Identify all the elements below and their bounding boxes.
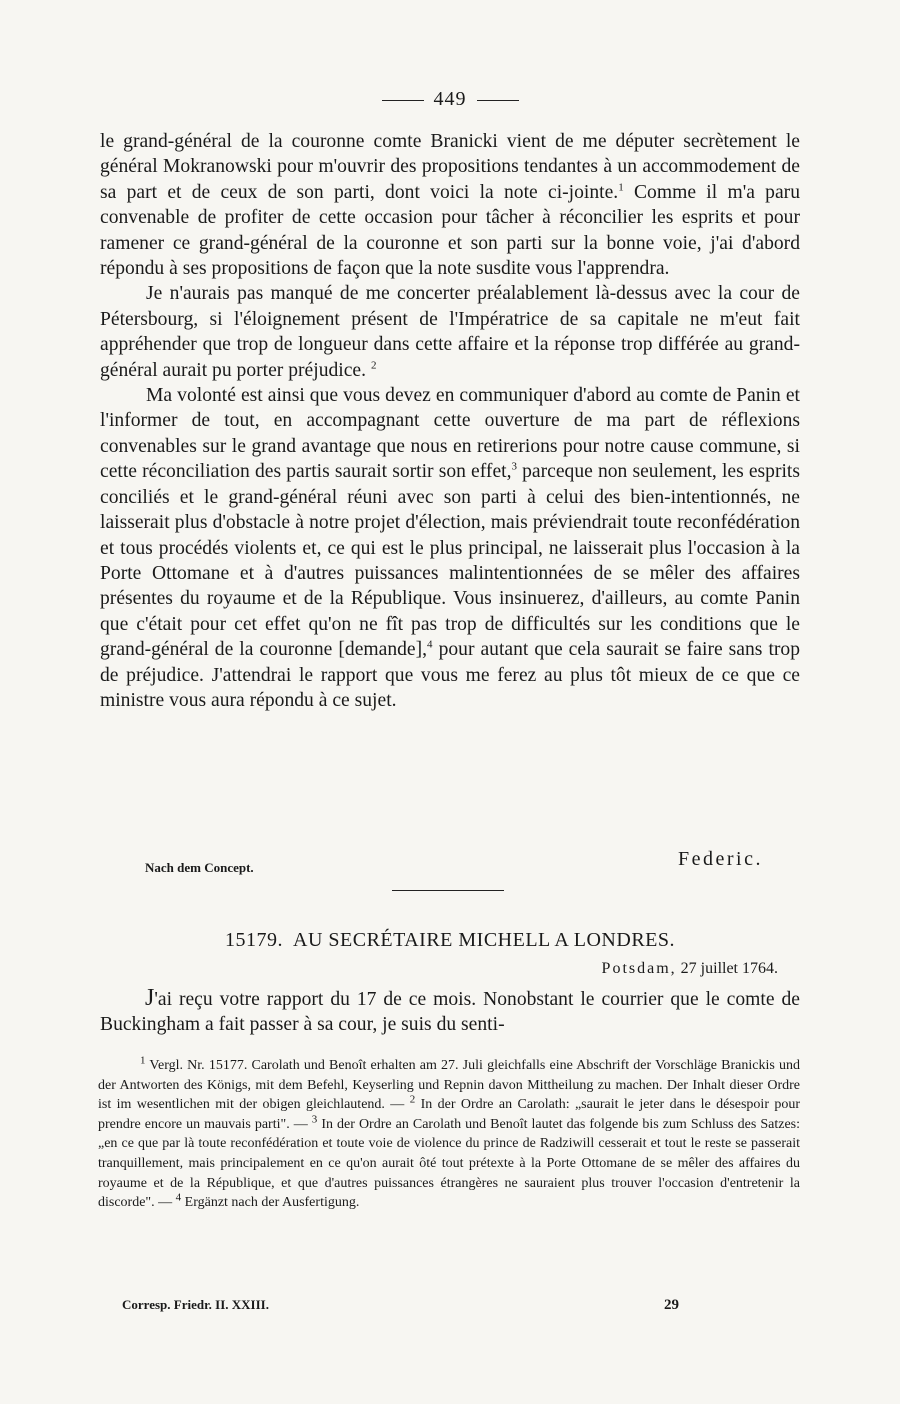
footnote-mark-4: 4	[175, 1191, 182, 1204]
running-header	[0, 88, 900, 111]
paragraph-2: Je n'aurais pas manqué de me concerter préalablement là-dessus avec la cour de Pétersbourg, si l'éloignement présent de l'Impératrice de sa capitale ne m'eut fait appréhender que trop de longueur dans cette affaire et la réponse trop différée au grand-général aurait pu porter préjudice. $^2$	[100, 283, 800, 381]
dateline	[602, 960, 778, 978]
dateline-place: Potsdam,	[601, 960, 677, 977]
volume-reference: Corresp. Friedr. II. XXIII.	[122, 1297, 269, 1312]
paragraph-3: Ma volonté est ainsi que vous devez en communiquer d'abord au comte de Panin et l'informer de tout, en accompagnant cette ouverture de ma part de réflexions convenables sur le grand avantage que nous en retirerions pour notre cause commune, si cette réconciliation des partis saurait sortir son effet,$^3$ parceque non seulement, les esprits conciliés et le grand-général réuni avec son parti à celui des bien-intentionnés, ne laisserait plus d'obstacle à notre projet d'élection, mais préviendrait toute reconfédération et tous procédés violents et, ce qui est le plus principal, ne laisserait plus l'occasion à la Porte Ottomane et à d'autres puissances malintentionnées de se mêler des affaires présentes du royaume et de la République. Vous insinuerez, d'ailleurs, au comte Panin que c'était pour cet effet qu'on ne fît pas trop de difficultés sur les conditions que le grand-général de la couronne [demande],$^4$ pour autant que cela saurait se faire sans trop de préjudice. J'attendrai le rapport que vous me ferez au plus tôt mieux de ce que ce ministre vous aura répondu à ce sujet.	[100, 385, 801, 711]
page-footer	[122, 1297, 682, 1313]
footnote-ref-2: 2	[370, 359, 377, 372]
footnote-3: In der Ordre an Carolath und Benoît lautet das folgende bis zum Schluss des Satzes: „en ce que par là toute reconfédération et toute voie de violence du prince de Radziwill cesserait et tout le reste se passerait tranquillement, mais principalement en ce qu'on aurait ôté tout prétexte à la Porte Ottomane de se mêler des affaires du royaume et de la République, et que d'autres puissances étrangères ne sauraient plus trouver l'occasion d'entretenir la discorde". —	[98, 1116, 801, 1211]
paragraph-1: le grand-général de la couronne comte Branicki vient de me députer secrètement le général Mokranowski pour m'ouvrir des propositions tendantes à un accommodement de sa part et de ceux de son parti, dont voici la note ci-jointe.$^1$ Comme il m'a paru convenable de profiter de cette occasion pour tâcher à réconcilier les esprits et pour ramener ce grand-général de la couronne et son parti sur la bonne voie, j'ai d'abord répondu à ses propositions de façon que la note susdite vous l'apprendra.	[100, 131, 800, 280]
footnote-1: Vergl. Nr. 15177. Carolath und Benoît erhalten am 27. Juli gleichfalls eine Abschrift der Vorschläge Branickis und der Antworten des Königs, mit dem Befehl, Keyserling und Repnin davon Mittheilung zu machen. Der Inhalt dieser Ordre ist im wesentlichen mit der obigen gleichlautend. —	[98, 1058, 801, 1113]
footnote-ref-4: 4	[427, 638, 433, 651]
letter-body-continued	[100, 129, 800, 713]
footnote-mark-1: 1	[140, 1054, 146, 1067]
footnote-ref-3: 3	[511, 460, 517, 473]
footnote-block	[98, 1056, 800, 1213]
new-letter-body	[100, 986, 800, 1038]
footnote-4: Ergänzt nach der Ausfertigung.	[184, 1195, 360, 1211]
footnote-2: In der Ordre an Carolath: „saurait le jeter dans le désespoir pour prendre encore un mauvais parti". —	[98, 1097, 801, 1132]
dateline-date: 27 juillet 1764.	[680, 960, 778, 977]
footnote-mark-3: 3	[311, 1113, 318, 1126]
page-number: 449	[433, 88, 467, 110]
footnote-ref-1: 1	[618, 181, 624, 194]
letter-title: AU SECRÉTAIRE MICHELL A LONDRES.	[293, 929, 675, 951]
footnotes	[98, 1056, 800, 1213]
section-divider	[392, 890, 504, 891]
footnote-mark-2: 2	[409, 1093, 416, 1106]
signature: Federic.	[678, 848, 763, 870]
letter-heading	[100, 929, 800, 952]
letter-number: 15179.	[225, 929, 283, 951]
dropcap: J	[145, 985, 155, 1011]
header-dash-left	[382, 100, 424, 101]
source-note: Nach dem Concept.	[145, 860, 254, 875]
header-dash-right	[477, 100, 519, 101]
letter-paragraph: J'ai reçu votre rapport du 17 de ce mois. Nonobstant le courrier que le comte de Buckingham a fait passer à sa cour, je suis du senti-	[100, 985, 800, 1036]
signature-mark: 29	[664, 1297, 679, 1313]
